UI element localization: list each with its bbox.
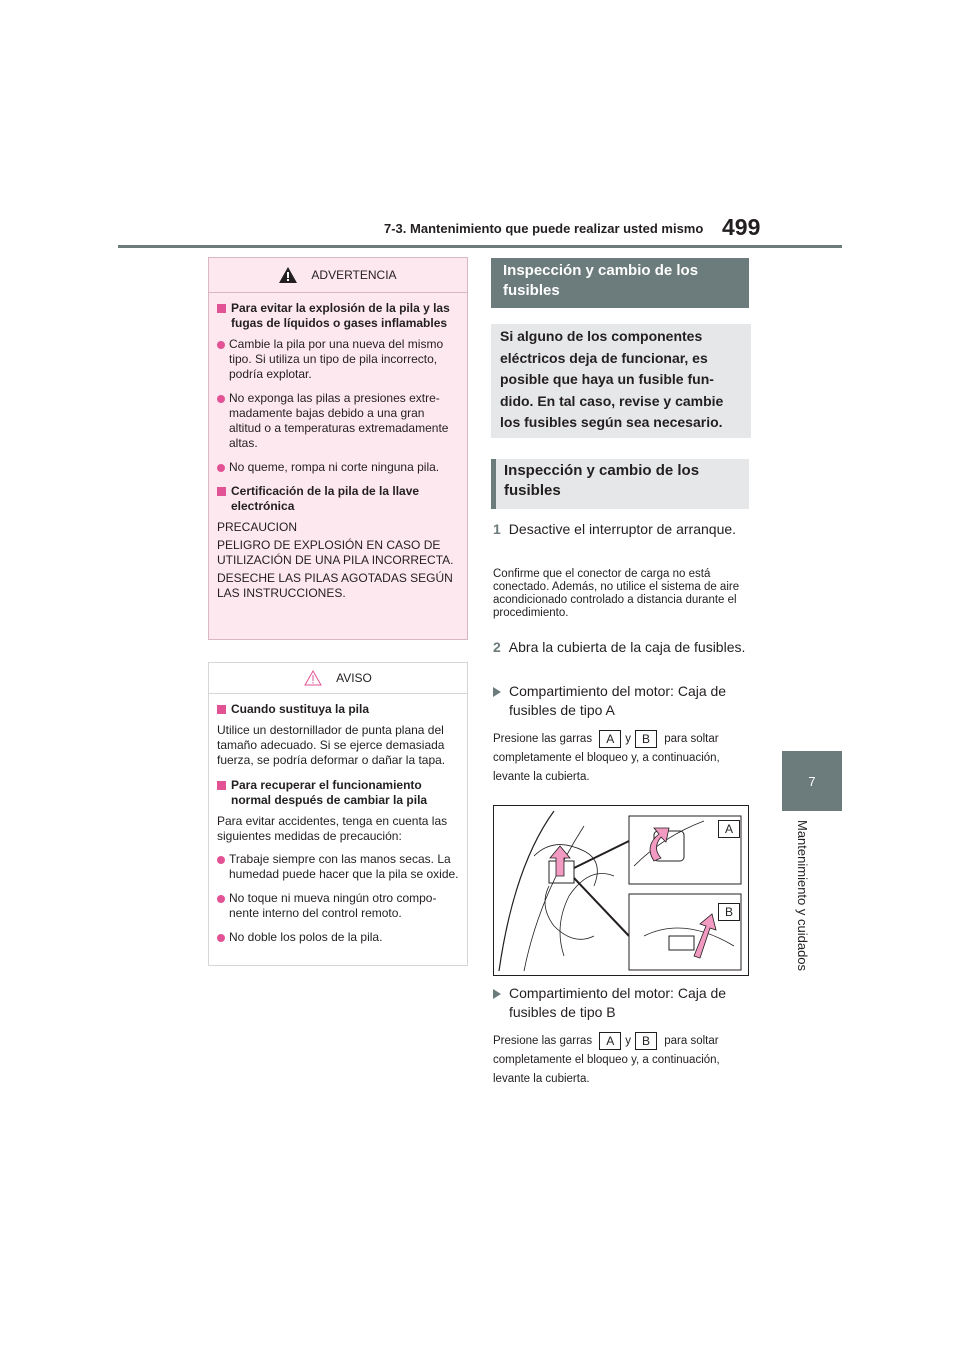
type-b-item xyxy=(493,984,749,1022)
warning-bullet: Cambie la pila por una nueva del mismo tipo. Si utiliza un tipo de pila incorrecto, podría explotar. xyxy=(229,337,444,381)
notice-bullet: No toque ni mueva ningún otro componente interno del control remoto. xyxy=(229,891,437,920)
label-a: A xyxy=(599,1032,621,1050)
chapter-tab xyxy=(782,751,842,811)
intro-box: Si alguno de los componentes eléctricos deja de funcionar, es posible que haya un fusible fundido. En tal caso, revise y cambie los fusibles según sea necesario. xyxy=(491,324,751,438)
caution-triangle-icon xyxy=(304,670,322,686)
type-a-instructions xyxy=(493,730,751,787)
chapter-side-label xyxy=(795,820,825,990)
instruction-text: para soltar xyxy=(664,733,719,745)
type-a-title: Compartimiento del motor: Caja de fusibles de tipo A xyxy=(509,683,727,718)
notice-text: Utilice un destornillador de punta plana del tamaño adecuado. Si se ejerce demasiada fuerza, se podría deformar o dañar la tapa. xyxy=(217,723,446,767)
notice-heading-2: Para recuperar el funcionamiento normal después de cambiar la pila xyxy=(231,778,428,807)
warning-heading-2: Certificación de la pila de la llave electrónica xyxy=(231,484,420,513)
label-b: B xyxy=(635,730,657,748)
notice-title: AVISO xyxy=(336,671,372,685)
chapter-number: 7 xyxy=(808,773,816,789)
warning-line: PELIGRO DE EXPLOSIÓN EN CASO DE UTILIZACIÓN DE UNA PILA INCORRECTA. xyxy=(217,538,454,567)
warning-triangle-icon xyxy=(279,267,297,283)
notice-box xyxy=(208,662,468,966)
engine-fuse-box-diagram xyxy=(493,805,749,976)
warning-line: DESECHE LAS PILAS AGOTADAS SEGÚN LAS INSTRUCCIONES. xyxy=(217,571,453,600)
engine-illustration xyxy=(494,806,748,975)
dot-bullet-icon xyxy=(217,934,225,942)
warning-bullet: No queme, rompa ni corte ninguna pila. xyxy=(229,460,440,474)
step-number: 1 xyxy=(493,521,501,537)
header-rule xyxy=(118,245,842,248)
warning-header xyxy=(209,258,467,293)
diagram-label-b: B xyxy=(718,903,740,921)
dot-bullet-icon xyxy=(217,464,225,472)
dot-bullet-icon xyxy=(217,856,225,864)
notice-header xyxy=(209,663,467,694)
type-b-title: Compartimiento del motor: Caja de fusibles de tipo B xyxy=(509,985,727,1020)
warning-title: ADVERTENCIA xyxy=(311,268,397,282)
warning-line: PRECAUCION xyxy=(217,520,298,534)
instruction-text: y xyxy=(625,1035,632,1047)
dot-bullet-icon xyxy=(217,341,225,349)
instruction-text: para soltar xyxy=(664,1035,719,1047)
notice-heading-1: Cuando sustituya la pila xyxy=(231,702,370,716)
instruction-text: completamente el bloqueo y, a continuación, levante la cubierta. xyxy=(493,752,720,783)
square-bullet-icon xyxy=(217,487,226,496)
dot-bullet-icon xyxy=(217,395,225,403)
warning-bullet: No exponga las pilas a presiones extremadamente bajas debido a una gran altitud o a temperaturas extremadamente altas. xyxy=(229,391,449,450)
instruction-text: Presione las garras xyxy=(493,733,593,745)
warning-box xyxy=(208,257,468,640)
arrow-bullet-icon xyxy=(493,989,501,999)
subsection-title: Inspección y cambio de los fusibles xyxy=(491,459,749,509)
type-a-item xyxy=(493,682,749,720)
type-b-instructions xyxy=(493,1032,751,1089)
label-b: B xyxy=(635,1032,657,1050)
step-2 xyxy=(493,636,751,658)
step-text: Abra la cubierta de la caja de fusibles. xyxy=(508,639,746,655)
square-bullet-icon xyxy=(217,705,226,714)
step-number: 2 xyxy=(493,639,501,655)
diagram-label-a: A xyxy=(718,820,740,838)
instruction-text: completamente el bloqueo y, a continuación, levante la cubierta. xyxy=(493,1054,720,1085)
section-header: 7-3. Mantenimiento que puede realizar usted mismo xyxy=(384,221,704,236)
step-1 xyxy=(493,518,751,540)
notice-text: Para evitar accidentes, tenga en cuenta las siguientes medidas de precaución: xyxy=(217,814,448,843)
notice-bullet: Trabaje siempre con las manos secas. La humedad puede hacer que la pila se oxide. xyxy=(229,852,459,881)
section-title: Inspección y cambio de los fusibles xyxy=(491,258,749,308)
instruction-text: y xyxy=(625,733,632,745)
chapter-label: Mantenimiento y cuidados xyxy=(795,820,810,972)
notice-bullet: No doble los polos de la pila. xyxy=(229,930,383,944)
square-bullet-icon xyxy=(217,304,226,313)
step-text: Desactive el interruptor de arranque. xyxy=(508,521,737,537)
instruction-text: Presione las garras xyxy=(493,1035,593,1047)
dot-bullet-icon xyxy=(217,895,225,903)
square-bullet-icon xyxy=(217,781,226,790)
arrow-bullet-icon xyxy=(493,687,501,697)
step-1-note: Confirme que el conector de carga no está conectado. Además, no utilice el sistema de aire acondicionado controlado a distancia durante el procedimiento. xyxy=(493,568,740,619)
warning-heading-1: Para evitar la explosión de la pila y las fugas de líquidos o gases inflamables xyxy=(231,301,450,330)
label-a: A xyxy=(599,730,621,748)
page-number: 499 xyxy=(722,214,761,240)
